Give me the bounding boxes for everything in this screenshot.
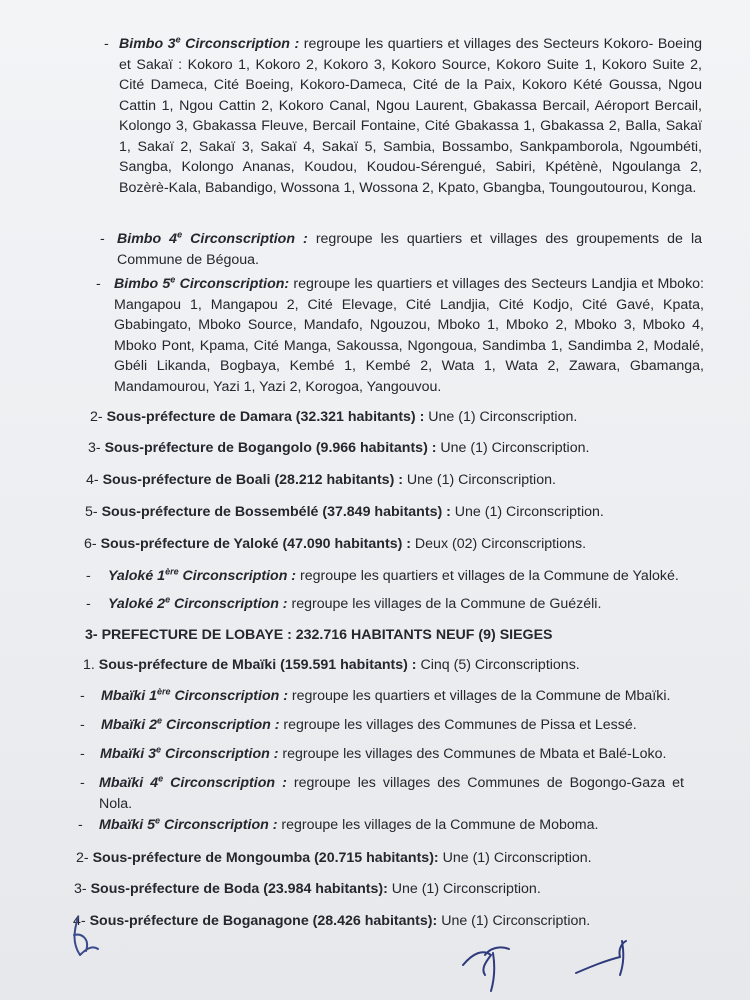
sous-prefecture-name: Sous-préfecture de Yaloké (47.090 habitants) :: [100, 536, 411, 552]
circ-title: Bimbo 4: [117, 231, 178, 247]
circ-count: Une (1) Circonscription.: [436, 440, 590, 456]
item-number: 3-: [88, 440, 101, 456]
item-number: 6-: [84, 536, 97, 552]
sous-prefecture-bogangolo: [88, 438, 589, 459]
bullet-dash: -: [80, 688, 85, 704]
circ-text: regroupe les villages de la Commune de Guézéli.: [287, 596, 602, 612]
circ-text: regroupe les quartiers et villages de la Commune de Mbaïki.: [287, 688, 671, 704]
circ-title: Mbaïki 3: [100, 746, 156, 762]
circ-text: regroupe les quartiers et villages des Secteurs Kokoro- Boeing et Sakaï : Kokoro 1, Kokoro 2, Kokoro 3, Kokoro Source, Kokoro Suite 1, Kokoro Suite 2, Cité Dameca, Cité Boeing, Kokoro-Dameca, Cité de la Paix, Kokoro Kété Goussa, Ngou Cattin 1, Ngou Cattin 2, Kokoro Canal, Ngou Laurent, Gbakassa Bercail, Aéroport Bercail, Kolongo 3, Gbakassa Fleuve, Bercail Fontaine, Cité Gbakassa 1, Gbakassa 2, Balla, Sakaï 1, Sakaï 2, Sakaï 3, Sakaï 4, Sakaï 5, Sambia, Bossambo, Sankpamborola, Ngoumbéti, Sangba, Kolongo Ananas, Koudou, Koudou-Sérengué, Sabiri, Kpétènè, Ngoulanga 2, Bozèrè-Kala, Babandigo, Wossona 1, Wossona 2, Kpato, Gbangba, Toungoutourou, Konga.: [119, 36, 703, 196]
circ-count: Deux (02) Circonscriptions.: [410, 536, 587, 552]
circ-title: Mbaïki 1: [101, 688, 157, 704]
circ-mbaiki-3: Mbaïki 3e Circonscription : regroupe les villages des Communes de Mbata et Balé-Loko.: [100, 744, 667, 762]
item-number: 1.: [83, 657, 95, 673]
circ-title: Bimbo 3: [119, 36, 176, 52]
circ-bimbo-3: Bimbo 3e Circonscription : regroupe les quartiers et villages des Secteurs Kokoro- Boeing et Sakaï : Kokoro 1, Kokoro 2, Kokoro 3, Kokoro Source, Kokoro Suite 1, Kokoro Suite 2, Cité Dameca, Cité Boeing, Kokoro-Dameca, Cité de la Paix, Kokoro Kété Goussa, Ngou Cattin 1, Ngou Cattin 2, Kokoro Canal, Ngou Laurent, Gbakassa Bercail, Aéroport Bercail, Kolongo 3, Gbakassa Fleuve, Bercail Fontaine, Cité Gbakassa 1, Gbakassa 2, Balla, Sakaï 1, Sakaï 2, Sakaï 3, Sakaï 4, Sakaï 5, Sambia, Bossambo, Sankpamborola, Ngoumbéti, Sangba, Kolongo Ananas, Koudou, Koudou-Sérengué, Sabiri, Kpétènè, Ngoulanga 2, Bozèrè-Kala, Babandigo, Wossona 1, Wossona 2, Kpato, Gbangba, Toungoutourou, Konga.: [119, 34, 703, 196]
sous-prefecture-boda: [74, 879, 541, 900]
item-number: 5-: [85, 504, 98, 520]
circ-title: Bimbo 5: [114, 276, 171, 292]
bullet-dash: -: [80, 746, 85, 762]
initials-signature-left: [60, 905, 110, 965]
sous-prefecture-name: Sous-préfecture de Damara (32.321 habitants) :: [106, 409, 425, 425]
bullet-dash: -: [86, 568, 91, 584]
circ-title: Mbaïki 4: [99, 775, 159, 791]
circ-mbaiki-2: Mbaïki 2e Circonscription : regroupe les villages des Communes de Pissa et Lessé.: [101, 715, 637, 733]
sous-prefecture-mongoumba: [76, 848, 592, 869]
sous-prefecture-name: Sous-préfecture de Bossembélé (37.849 habitants) :: [101, 504, 451, 520]
sous-prefecture-mbaiki: [83, 655, 580, 676]
circ-text: regroupe les villages des Communes de Pissa et Lessé.: [279, 717, 637, 733]
sous-prefecture-name: Sous-préfecture de Boali (28.212 habitants) :: [102, 472, 403, 488]
sous-prefecture-damara: [90, 407, 577, 428]
circ-count: Une (1) Circonscription.: [402, 472, 556, 488]
circ-text: regroupe les quartiers et villages des groupements de la Commune de Bégoua.: [117, 231, 702, 268]
item-number: 4-: [73, 913, 86, 929]
circ-count: Une (1) Circonscription.: [450, 504, 604, 520]
circ-count: Une (1) Circonscription.: [424, 409, 578, 425]
circ-count: Une (1) Circonscription.: [437, 913, 591, 929]
bullet-dash: -: [86, 596, 91, 612]
sous-prefecture-yaloke: [84, 534, 586, 555]
item-number: 3-: [85, 627, 98, 643]
bullet-dash: -: [80, 775, 85, 791]
circ-text: regroupe les villages de la Commune de Moboma.: [277, 817, 599, 833]
circ-text: regroupe les quartiers et villages des Secteurs Landjia et Mboko: Mangapou 1, Mangapou 2, Cité Elevage, Cité Landjia, Cité Kodjo, Cité Gavé, Kpata, Gbabingato, Mboko Source, Mandafo, Ngouzou, Mboko 1, Mboko 2, Mboko 3, Mboko 4, Mboko Pont, Kpama, Cité Manga, Sakoussa, Ngongoua, Sandimba 1, Sandimba 2, Modalé, Gbéli Likanda, Bogbaya, Kembé 1, Kembé 2, Wata 1, Wata 2, Zawara, Gbamanga, Mandamourou, Yazi 1, Yazi 2, Korogoa, Yangouvou.: [114, 276, 704, 395]
bullet-dash: -: [78, 817, 83, 833]
circ-count: Une (1) Circonscription.: [438, 850, 592, 866]
circ-bimbo-4: Bimbo 4e Circonscription : regroupe les quartiers et villages des groupements de la Commune de Bégoua.: [117, 229, 702, 268]
bullet-dash: -: [100, 231, 105, 247]
sous-prefecture-bossembele: [85, 502, 604, 523]
circ-mbaiki-4: Mbaïki 4e Circonscription : regroupe les villages des Communes de Bogongo-Gaza et Nola.: [99, 773, 684, 812]
circ-title: Yaloké 1: [108, 568, 166, 584]
sous-prefecture-name: Sous-préfecture de Boganagone (28.426 habitants):: [89, 913, 438, 929]
sous-prefecture-boali: [86, 470, 556, 491]
item-number: 3-: [74, 881, 87, 897]
circ-text: regroupe les villages des Communes de Bogongo-Gaza et Nola.: [99, 775, 684, 812]
item-number: 2-: [76, 850, 89, 866]
circ-yaloke-2: Yaloké 2e Circonscription : regroupe les villages de la Commune de Guézéli.: [108, 594, 602, 612]
circ-text: regroupe les quartiers et villages de la Commune de Yaloké.: [296, 568, 679, 584]
item-number: 2-: [90, 409, 103, 425]
sous-prefecture-name: Sous-préfecture de Mbaïki (159.591 habitants) :: [98, 657, 417, 673]
bullet-dash: -: [104, 36, 109, 52]
circ-text: regroupe les villages des Communes de Mbata et Balé-Loko.: [278, 746, 667, 762]
circ-mbaiki-1: Mbaïki 1ère Circonscription : regroupe les quartiers et villages de la Commune de Mbaïki.: [101, 686, 671, 704]
sieges-count: NEUF (9) SIEGES: [431, 627, 553, 643]
circ-count: Une (1) Circonscription.: [387, 881, 541, 897]
bullet-dash: -: [80, 717, 85, 733]
initials-signature-right: [570, 935, 640, 985]
initials-signature-middle: [455, 935, 535, 995]
bullet-dash: -: [96, 276, 101, 292]
circ-bimbo-5: Bimbo 5e Circonscription: regroupe les quartiers et villages des Secteurs Landjia et Mboko: Mangapou 1, Mangapou 2, Cité Elevage, Cité Landjia, Cité Kodjo, Cité Gavé, Kpata, Gbabingato, Mboko Source, Mandafo, Ngouzou, Mboko 1, Mboko 2, Mboko 3, Mboko 4, Mboko Pont, Kpama, Cité Manga, Sakoussa, Ngongoua, Sandimba 1, Sandimba 2, Modalé, Gbéli Likanda, Bogbaya, Kembé 1, Kembé 2, Wata 1, Wata 2, Zawara, Gbamanga, Mandamourou, Yazi 1, Yazi 2, Korogoa, Yangouvou.: [114, 274, 704, 395]
circ-yaloke-1: Yaloké 1ère Circonscription : regroupe les quartiers et villages de la Commune de Yaloké.: [108, 566, 679, 584]
circ-title: Mbaïki 2: [101, 717, 157, 733]
prefecture-title: PREFECTURE DE LOBAYE : 232.716 HABITANTS: [101, 627, 432, 643]
circ-count: Cinq (5) Circonscriptions.: [416, 657, 580, 673]
sous-prefecture-name: Sous-préfecture de Boda (23.984 habitants):: [90, 881, 388, 897]
prefecture-lobaye-heading: [85, 625, 553, 646]
sous-prefecture-boganagone: [73, 911, 590, 932]
item-number: 4-: [86, 472, 99, 488]
circ-title: Mbaïki 5: [99, 817, 155, 833]
circ-mbaiki-5: Mbaïki 5e Circonscription : regroupe les villages de la Commune de Moboma.: [99, 815, 599, 833]
circ-title: Yaloké 2: [108, 596, 166, 612]
sous-prefecture-name: Sous-préfecture de Bogangolo (9.966 habitants) :: [104, 440, 437, 456]
sous-prefecture-name: Sous-préfecture de Mongoumba (20.715 habitants):: [92, 850, 439, 866]
